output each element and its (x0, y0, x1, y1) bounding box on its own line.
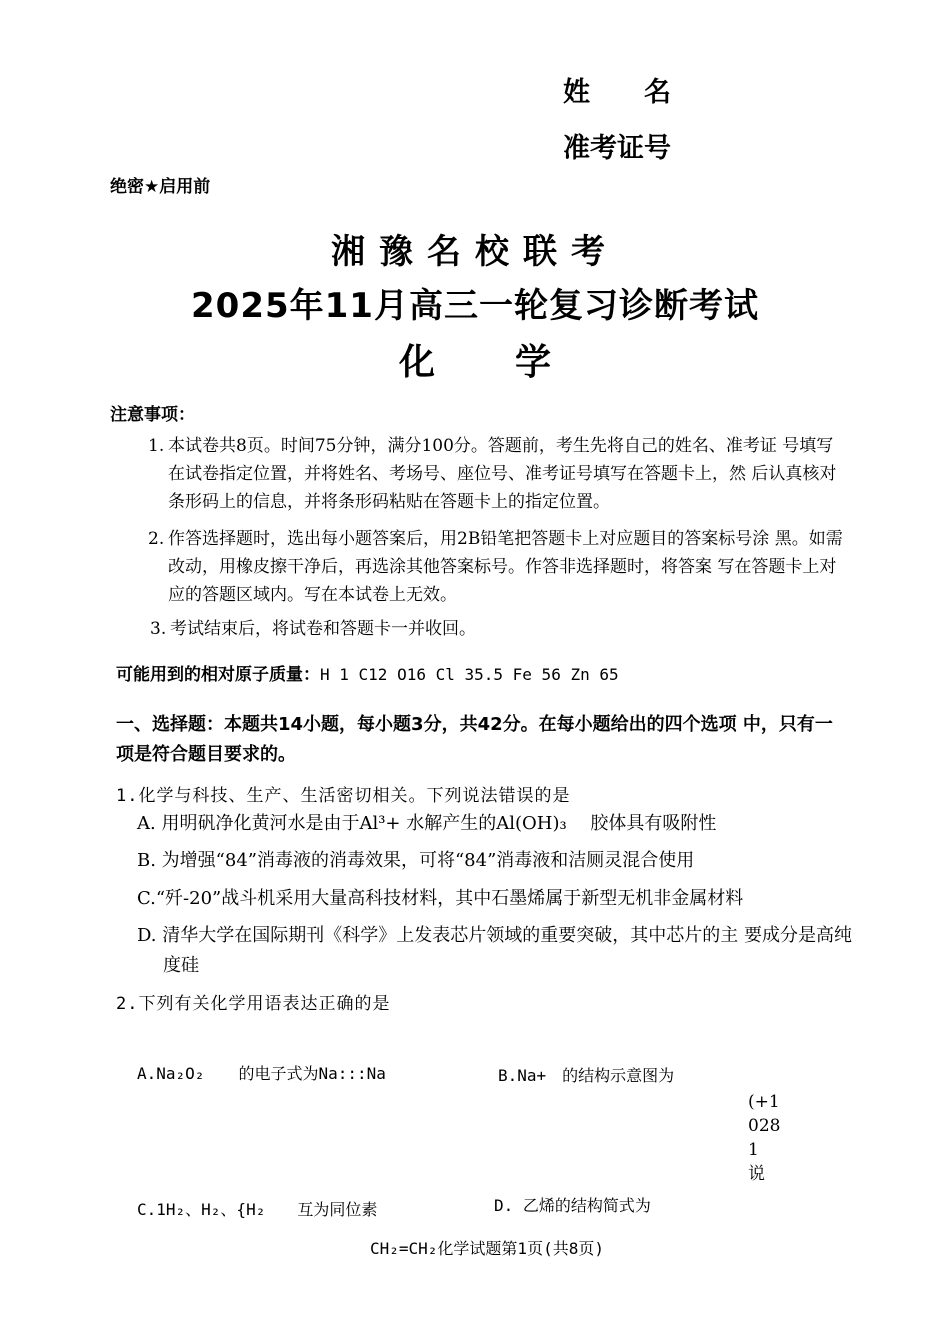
secret-mark: 绝密★启用前 (110, 177, 211, 197)
section-heading: 一、选择题：本题共14小题，每小题3分，共42分。在每小题给出的四个选项 中，只有一项是符合题目要求的。 (116, 714, 833, 765)
question-2-option-d: D. 乙烯的结构简式为 (494, 1196, 651, 1215)
name-field-label: 姓 名 (563, 77, 671, 108)
notice-item-number: 1. (148, 436, 165, 456)
question-1-stem: 1.化学与科技、生产、生活密切相关。下列说法错误的是 (116, 786, 571, 806)
question-1-option-d: D. 清华大学在国际期刊《科学》上发表芯片领域的重要突破，其中芯片的主 要成分是高纯度硅 (137, 925, 852, 976)
exam-series-title: 湘豫名校联考 (331, 232, 619, 272)
question-1-option-b: B. 为增强“84”消毒液的消毒效果，可将“84”消毒液和洁厕灵混合使用 (137, 850, 695, 871)
exam-id-field-label: 准考证号 (563, 133, 671, 164)
notice-item-text: 考试结束后，将试卷和答题卡一并收回。 (170, 619, 476, 639)
notice-item-text: 本试卷共8页。时间75分钟，满分100分。答题前，考生先将自己的姓名、准考证 号填写在试卷指定位置，并将姓名、考场号、座位号、准考证号填写在答题卡上，然 后认真核对条形码上的信息，并将条形码粘贴在答题卡上的指定位置。 (168, 436, 837, 512)
atom-structure-diagram (748, 1090, 808, 1186)
question-2-option-a (137, 1061, 386, 1084)
notice-item-number: 3. (150, 619, 167, 639)
atom-structure-line: (+1 (748, 1092, 780, 1112)
question-2-stem: 2.下列有关化学用语表达正确的是 (116, 994, 391, 1014)
question-2-option-c: C.1H₂、H₂、{H₂ 互为同位素 (137, 1200, 378, 1219)
subject-char-1: 化 (398, 342, 435, 383)
notice-item-3 (150, 615, 846, 643)
exam-title: 2025年11月高三一轮复习诊断考试 (191, 286, 759, 326)
question-1-option-a: A. 用明矾净化黄河水是由于Al³+ 水解产生的Al(OH)₃ 胶体具有吸附性 (137, 813, 717, 834)
notice-item-text: 作答选择题时，选出每小题答案后，用2B铅笔把答题卡上对应题目的答案标号涂 黑。如需改动，用橡皮擦干净后，再选涂其他答案标号。作答非选择题时，将答案 写在答题卡上对应的答题区域内。写在本试卷上无效。 (168, 529, 843, 605)
subject-title (0, 334, 950, 385)
atom-structure-line: 1 (748, 1140, 759, 1160)
atomic-mass-line (116, 660, 619, 685)
question-2-option-b: B.Na+ 的结构示意图为 (498, 1066, 675, 1085)
atomic-mass-label: 可能用到的相对原子质量： (116, 665, 320, 685)
notice-item-1 (148, 432, 844, 516)
atomic-mass-values: H 1 C12 O16 Cl 35.5 Fe 56 Zn 65 (320, 665, 619, 684)
question-1-option-c: C.“歼-20”战斗机采用大量高科技材料，其中石墨烯属于新型无机非金属材料 (137, 888, 744, 909)
atom-structure-line: 028 (748, 1116, 781, 1136)
atom-structure-line: 说 (748, 1164, 765, 1184)
subject-char-2: 学 (515, 342, 552, 383)
notice-heading: 注意事项： (110, 405, 195, 425)
option-a-formula: A.Na₂O₂ (137, 1064, 205, 1083)
option-a-text: 的电子式为Na:::Na (238, 1064, 386, 1083)
page-footer: CH₂=CH₂化学试题第1页(共8页) (370, 1239, 604, 1258)
notice-item-number: 2. (148, 529, 165, 549)
notice-item-2 (148, 525, 844, 609)
